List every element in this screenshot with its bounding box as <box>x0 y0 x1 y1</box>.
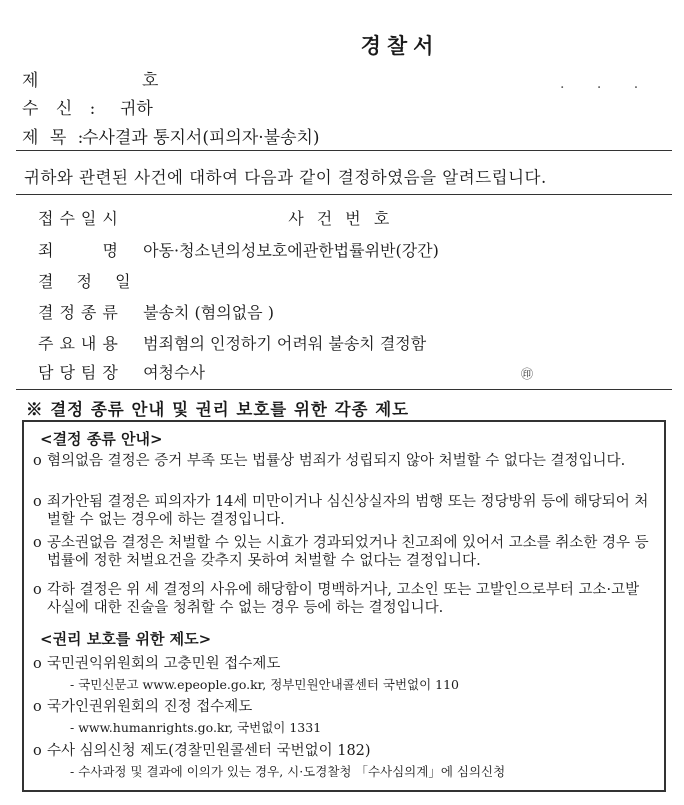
divider <box>16 150 672 151</box>
bullet-icon: o <box>33 453 42 469</box>
row-decision-date <box>38 269 143 292</box>
row-value: 불송치 (혐의없음 ) <box>143 303 274 322</box>
rights-item-detail: - www.humanrights.go.kr, 국번없이 1331 <box>70 720 322 735</box>
bullet-icon: o <box>33 699 42 715</box>
section-title: ※ 결정 종류 안내 및 권리 보호를 위한 각종 제도 <box>26 400 410 419</box>
rights-item-text: 국가인권위원회의 진정 접수제도 <box>47 699 253 715</box>
row-charge <box>38 238 439 261</box>
row-label: 결 정 일 <box>38 272 140 291</box>
recipient-value: 귀하 <box>120 99 153 119</box>
subject-value: 수사결과 통지서(피의자·불송치) <box>82 128 320 148</box>
row-team-leader <box>38 360 205 383</box>
row-main-content <box>38 331 426 354</box>
redacted-marks: . . . <box>560 76 653 92</box>
row-label: 접수일시 <box>38 209 124 228</box>
guide-item-text: 공소권없음 결정은 처벌할 수 있는 시효가 경과되었거나 친고죄에 있어서 고소를 취소한 경우 등 법률에 정한 처벌요건을 갖추지 못하여 처벌할 수 없다는 결정입니다. <box>47 535 649 569</box>
seal-icon: ㊞ <box>521 367 534 381</box>
case-number-label: 사 건 번 호 <box>288 209 394 228</box>
guide-item <box>33 581 655 617</box>
divider <box>16 389 672 390</box>
row-decision-type <box>38 300 274 323</box>
rights-item <box>33 742 655 760</box>
rights-item-detail: - 국민신문고 www.epeople.go.kr, 정부민원안내콜센터 국번없이 110 <box>70 677 460 692</box>
bullet-icon: o <box>33 656 42 672</box>
row-received <box>38 206 393 229</box>
row-label: 담당팀장 <box>38 363 124 382</box>
rights-item-text: 수사 심의신청 제도(경찰민원콜센터 국번없이 182) <box>47 743 371 759</box>
divider <box>16 194 672 195</box>
row-value: 아동·청소년의성보호에관한법률위반(강간) <box>143 241 439 260</box>
subject-label: 제 목 : <box>22 128 87 148</box>
guide-item-text: 죄가안됨 결정은 피의자가 14세 미만이거나 심신상실자의 범행 또는 정당방위 등에 해당되어 처벌할 수 없는 경우에 하는 결정입니다. <box>47 494 649 528</box>
recipient-label: 수 신 : <box>22 99 102 119</box>
doc-number-suffix: 호 <box>142 71 159 91</box>
rights-heading: <권리 보호를 위한 제도> <box>40 630 212 648</box>
doc-number <box>22 66 158 91</box>
guide-item <box>33 534 655 570</box>
bullet-icon: o <box>33 743 42 759</box>
page-title: 경찰서 <box>360 33 440 58</box>
rights-item-text: 국민권익위원회의 고충민원 접수제도 <box>47 656 281 672</box>
guide-item <box>33 452 655 470</box>
subject <box>22 123 320 148</box>
row-value: 여청수사 <box>143 363 205 382</box>
rights-item <box>33 698 655 716</box>
row-label: 죄 명 <box>38 241 140 260</box>
recipient <box>22 94 153 119</box>
intro-text: 귀하와 관련된 사건에 대하여 다음과 같이 결정하였음을 알려드립니다. <box>24 168 547 187</box>
row-label: 주요내용 <box>38 334 124 353</box>
guide-item <box>33 493 655 529</box>
guide-heading: <결정 종류 안내> <box>40 430 163 448</box>
row-value: 범죄혐의 인정하기 어려워 불송치 결정함 <box>143 334 427 353</box>
rights-item-detail: - 수사과정 및 결과에 이의가 있는 경우, 시·도경찰청 「수사심의계」에 심의신청 <box>70 764 506 779</box>
bullet-icon: o <box>33 582 42 598</box>
bullet-icon: o <box>33 494 42 510</box>
doc-number-label: 제 <box>22 71 53 91</box>
guide-item-text: 각하 결정은 위 세 결정의 사유에 해당함이 명백하거나, 고소인 또는 고발인으로부터 고소·고발 사실에 대한 진술을 청취할 수 없는 경우 등에 하는 결정입니다. <box>47 582 640 616</box>
guide-item-text: 혐의없음 결정은 증거 부족 또는 법률상 범죄가 성립되지 않아 처벌할 수 없다는 결정입니다. <box>47 453 626 469</box>
bullet-icon: o <box>33 535 42 551</box>
row-label: 결정종류 <box>38 303 124 322</box>
rights-item <box>33 655 655 673</box>
